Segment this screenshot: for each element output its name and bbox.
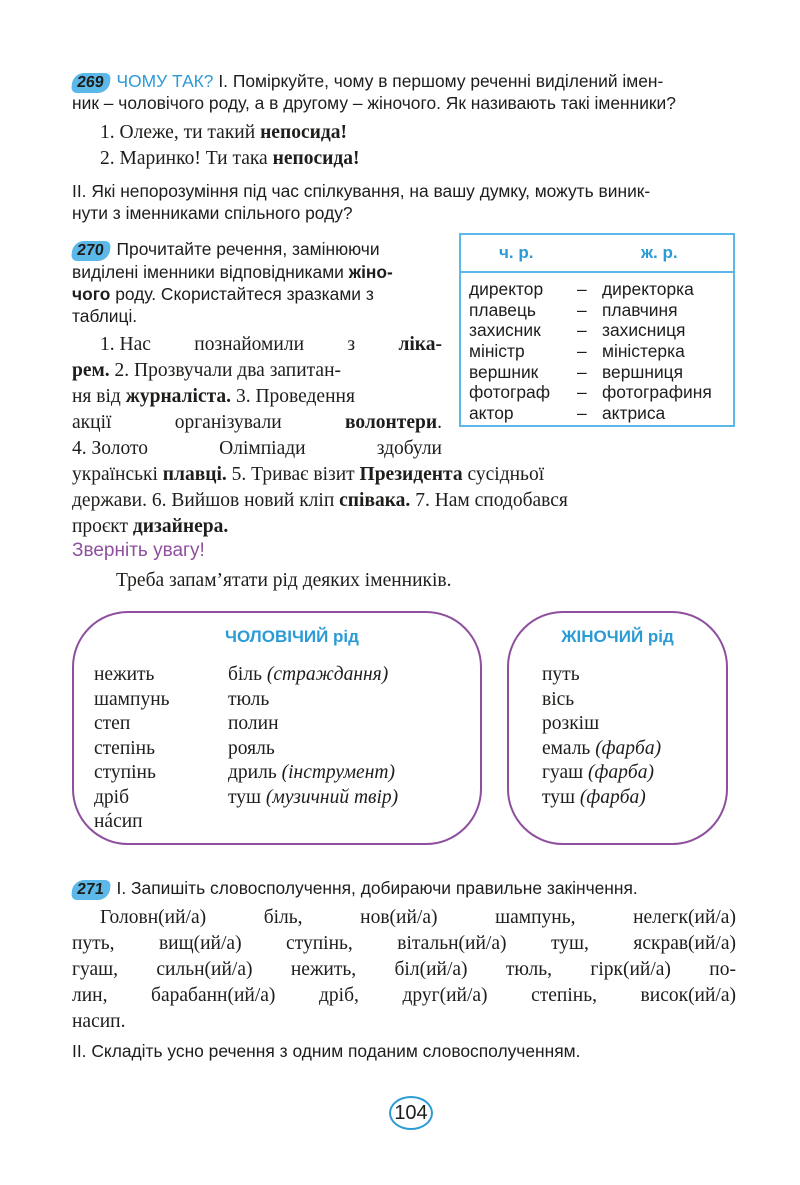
ex270-l2-bold: жіно-: [348, 262, 393, 282]
ex271-line: насип.: [72, 1011, 126, 1032]
masculine-title-caps: ЧОЛОВІЧИЙ: [225, 627, 329, 646]
ex269-s2-text: 2. Маринко! Ти така: [100, 148, 273, 169]
word: гуаш,: [72, 959, 119, 980]
ex271-line: [72, 931, 736, 957]
feminine-box: [507, 611, 728, 845]
noun-word: розкіш: [542, 713, 600, 734]
t1a: 1. Нас: [100, 334, 151, 355]
word: дріб,: [318, 985, 359, 1006]
ex271-text: [72, 905, 736, 1035]
ex270-intro-line4: таблиці.: [72, 306, 138, 326]
word: тюль,: [505, 959, 552, 980]
masculine-noun: нáсип: [94, 811, 143, 832]
feminine-title-rest: рід: [643, 627, 674, 646]
word: нежить,: [290, 959, 357, 980]
ex269-title: ЧОМУ ТАК?: [116, 71, 214, 91]
t6-post: сусідньої: [462, 464, 545, 485]
note-text: Треба запам’ятати рід деяких іменників.: [116, 570, 452, 591]
t6-mid: 5. Триває візит: [226, 464, 360, 485]
dash: –: [577, 320, 587, 341]
t2-bold: рем.: [72, 360, 110, 381]
masculine-noun: нежить: [94, 664, 155, 685]
word: лин,: [72, 985, 108, 1006]
masculine-noun: [228, 786, 398, 811]
t4a: акції: [72, 412, 112, 433]
ex269-sentence-1: [100, 120, 347, 146]
masculine-noun: [228, 737, 398, 762]
word: вищ(ий/а): [158, 933, 242, 954]
ex270-text-line7: [72, 488, 737, 514]
masculine-noun: фотограф: [469, 382, 551, 403]
word: нелегк(ий/а): [633, 907, 736, 928]
feminine-noun: плавчиня: [602, 299, 678, 320]
ex271-line: [72, 983, 736, 1009]
dash: –: [577, 361, 587, 382]
feminine-noun: [542, 688, 661, 713]
masculine-noun: захисник: [469, 320, 541, 341]
masculine-title-rest: рід: [328, 627, 359, 646]
noun-word: туш: [542, 786, 580, 808]
page-number: 104: [394, 1102, 428, 1124]
noun-word: полин: [228, 713, 279, 734]
masculine-box: [72, 611, 482, 845]
word: шампунь,: [495, 907, 576, 928]
ex270-l3-text: роду. Скористайтеся зразками з: [110, 284, 374, 304]
exercise-number-269: 269: [71, 73, 111, 93]
t4-post: .: [437, 412, 442, 433]
masculine-noun: вершник: [469, 361, 539, 382]
t4b: організували: [174, 412, 282, 433]
t6-bold2: Президента: [359, 464, 463, 485]
note-heading: Зверніть увагу!: [72, 540, 205, 561]
dash: –: [577, 403, 587, 424]
ex271-line: [72, 905, 736, 931]
feminine-noun: міністерка: [602, 341, 685, 362]
t1c: з: [347, 334, 356, 355]
ex269-sentence-2: [100, 146, 359, 172]
word: нов(ий/а): [360, 907, 438, 928]
t6-bold1: плавці.: [162, 464, 227, 485]
t5b: Олімпіади: [219, 438, 306, 459]
ex270-intro-line3: [72, 283, 442, 305]
header-masculine: ч. р.: [499, 243, 534, 262]
masculine-noun: [228, 688, 398, 713]
ex270-text: [72, 332, 737, 540]
word: вітальн(ий/а): [397, 933, 507, 954]
ex271-line1: [72, 877, 638, 900]
exercise-number-271: 271: [71, 880, 111, 900]
word: барабанн(ий/а): [151, 985, 276, 1006]
t4c: [345, 410, 442, 436]
noun-meaning: (інструмент): [281, 762, 395, 783]
ex271-task1: І. Запишіть словосполучення, добираючи правильне закінчення.: [116, 878, 638, 898]
t3-post: 3. Проведення: [231, 386, 355, 407]
feminine-col: [542, 663, 661, 810]
feminine-noun: директорка: [602, 279, 694, 299]
ex270-text-line2: [72, 358, 442, 384]
word: сильн(ий/а): [156, 959, 253, 980]
t1d: ліка-: [398, 334, 442, 355]
t5a: 4. Золото: [72, 438, 149, 459]
word: ступінь,: [286, 933, 353, 954]
noun-word: емаль: [542, 737, 596, 759]
noun-meaning: (музичний твір): [265, 786, 399, 808]
ex270-l1: Прочитайте речення, замінюючи: [116, 239, 380, 259]
t5c: здобули: [376, 438, 442, 459]
ex269-task1-b: ник – чоловічого роду, а в другому – жіночого. Як називають такі іменники?: [72, 93, 676, 113]
gender-table-row: [461, 300, 733, 321]
masculine-noun: плавець: [469, 299, 536, 320]
t3-bold: журналіста.: [125, 386, 232, 407]
word: степінь,: [531, 985, 597, 1006]
word: біл(ий/а): [394, 959, 468, 980]
dash: –: [577, 341, 587, 362]
word: туш,: [550, 933, 589, 954]
t7-bold: співака.: [339, 490, 411, 511]
noun-word: біль: [228, 664, 267, 685]
word: гірк(ий/а): [590, 959, 671, 980]
t6-pre: українські: [72, 464, 163, 485]
noun-word: тюль: [228, 688, 270, 710]
noun-word: гуаш: [542, 762, 589, 783]
feminine-title-caps: ЖІНОЧИЙ: [561, 627, 644, 646]
feminine-noun: [542, 786, 661, 811]
word: Головн(ий/а): [100, 907, 207, 928]
ex270-l2-text: виділені іменники відповідниками: [72, 262, 349, 282]
noun-meaning: (фарба): [595, 737, 662, 759]
header-feminine: ж. р.: [641, 243, 678, 262]
feminine-noun: актриса: [602, 403, 666, 424]
ex269-line1: [72, 70, 663, 93]
masculine-noun: актор: [469, 403, 514, 424]
masculine-noun: [228, 663, 398, 688]
word: яскрав(ий/а): [633, 933, 736, 954]
word: біль,: [263, 907, 303, 928]
masculine-col2: [228, 663, 398, 810]
page-number-badge: [389, 1096, 433, 1130]
word: путь,: [72, 933, 115, 954]
ex270-text-line4: [72, 410, 442, 436]
dash: –: [577, 299, 587, 320]
t2-text: 2. Прозвучали два запитан-: [109, 360, 342, 381]
masculine-noun: дріб: [94, 786, 130, 808]
ex269-task2-a: ІІ. Які непорозуміння під час спілкування, на вашу думку, можуть виник-: [72, 181, 651, 201]
masculine-noun: директор: [469, 279, 544, 299]
noun-word: рояль: [228, 737, 275, 759]
ex269-task1-a: І. Поміркуйте, чому в першому реченні виділений імен-: [218, 71, 664, 91]
gender-table-row: [461, 279, 733, 300]
masculine-noun: [228, 761, 398, 786]
masculine-noun: ступінь: [94, 762, 156, 783]
masculine-noun: степ: [94, 713, 131, 734]
noun-word: дриль: [228, 762, 282, 783]
noun-word: туш: [228, 786, 266, 808]
dash: –: [577, 382, 587, 403]
ex269-s1-text: 1. Олеже, ти такий: [100, 122, 261, 143]
masculine-title: [74, 627, 480, 647]
ex270-l3-bold: чого: [72, 284, 111, 304]
ex269-s2-bold: непосида!: [272, 148, 360, 169]
ex270-text-line3: [72, 384, 442, 410]
ex269-s1-bold: непосида!: [260, 122, 347, 143]
feminine-noun: [542, 761, 661, 786]
ex269-task2-b: нути з іменниками спільного роду?: [72, 203, 353, 223]
ex270-intro: [72, 238, 442, 327]
word: висок(ий/а): [640, 985, 736, 1006]
noun-meaning: (страждання): [266, 664, 389, 685]
ex270-text-line1: [72, 332, 442, 358]
feminine-noun: захисниця: [602, 320, 686, 341]
ex270-text-line8: [72, 514, 737, 540]
feminine-noun: [542, 663, 661, 688]
feminine-noun: вершниця: [602, 361, 684, 382]
ex270-intro-line2: [72, 261, 442, 283]
feminine-noun: [542, 737, 661, 762]
exercise-number-270: 270: [71, 241, 111, 261]
masculine-noun: степінь: [94, 737, 156, 759]
t1b: познайомили: [194, 334, 305, 355]
feminine-title: [509, 627, 726, 647]
t8-bold: дизайнера.: [132, 516, 229, 537]
feminine-noun: фотографиня: [602, 382, 712, 403]
ex270-intro-line1: [72, 238, 442, 261]
ex270-intro-l1a: [72, 238, 380, 261]
noun-word: путь: [542, 664, 580, 685]
noun-word: вісь: [542, 688, 575, 710]
masculine-noun: [228, 712, 398, 737]
t7-post: 7. Нам сподобався: [410, 490, 568, 511]
feminine-noun: [542, 712, 661, 737]
noun-meaning: (фарба): [588, 762, 654, 783]
gender-table-header: [461, 235, 733, 273]
word: по-: [709, 959, 736, 980]
word: друг(ий/а): [402, 985, 488, 1006]
t4-bold: волонтери: [344, 412, 438, 433]
t3-pre: ня від: [72, 386, 126, 407]
ex271-line: [72, 957, 736, 983]
ex270-text-line5: [72, 436, 442, 462]
t7-pre: держави. 6. Вийшов новий кліп: [72, 490, 340, 511]
t8-pre: проєкт: [72, 516, 133, 537]
masculine-col1: [94, 663, 170, 835]
masculine-noun: міністр: [469, 341, 525, 362]
dash: –: [577, 279, 587, 299]
masculine-noun: шампунь: [94, 688, 170, 710]
ex271-task2: ІІ. Складіть усно речення з одним поданим словосполученням.: [72, 1041, 581, 1061]
ex270-text-line6: [72, 462, 737, 488]
noun-meaning: (фарба): [579, 786, 646, 808]
